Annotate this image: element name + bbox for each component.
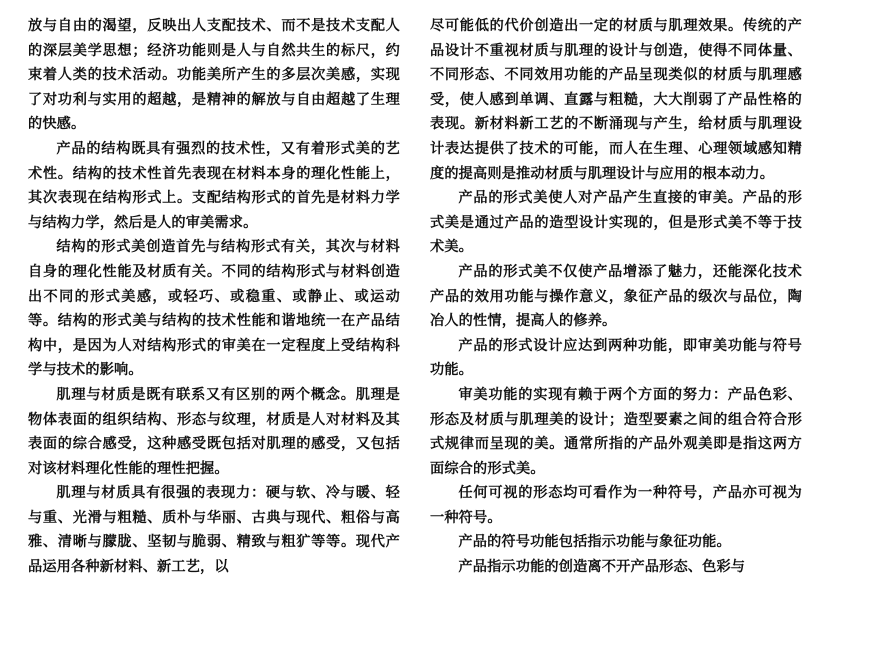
right-column [430,14,802,580]
paragraph: 产品的符号功能包括指示功能与象征功能。 [458,534,731,551]
paragraph: 产品的形式美不仅使产品增添了魅力，还能深化技术产品的效用功能与操作意义，象征产品的级次与品位，陶冶人的性情，提高人的修养。 [430,263,802,330]
paragraph: 结构的形式美创造首先与结构形式有关，其次与材料自身的理化性能及材质有关。不同的结构形式与材料创造出不同的形式美感，或轻巧、或稳重、或静止、或运动等。结构的形式美与结构的技术性能和谐地统一在产品结构中，是因为人对结构形式的审美在一定程度上受结构科学与技术的影响。 [28,239,400,379]
paragraph: 审美功能的实现有赖于两个方面的努力：产品色彩、形态及材质与肌理美的设计；造型要素之间的组合符合形式规律而呈现的美。通常所指的产品外观美即是指这两方面综合的形式美。 [430,386,802,477]
paragraph: 尽可能低的代价创造出一定的材质与肌理效果。传统的产品设计不重视材质与肌理的设计与创造，使得不同体量、不同形态、不同效用功能的产品呈现类似的材质与肌理感受，使人感到单调、直露与粗糙，大大削弱了产品性格的表现。新材料新工艺的不断涌现与产生，给材质与肌理设计表达提供了技术的可能，而人在生理、心理领域感知精度的提高则是推动材质与肌理设计与应用的根本动力。 [430,18,802,182]
paragraph: 产品的形式美使人对产品产生直接的审美。产品的形式美是通过产品的造型设计实现的，但是形式美不等于技术美。 [430,190,802,256]
paragraph: 产品指示功能的创造离不开产品形态、色彩与 [458,559,746,576]
paragraph: 肌理与材质是既有联系又有区别的两个概念。肌理是物体表面的组织结构、形态与纹理，材质是人对材料及其表面的综合感受，这种感受既包括对肌理的感受，又包括对该材料理化性能的理性把握。 [28,386,400,477]
paragraph: 任何可视的形态均可看作为一种符号，产品亦可视为一种符号。 [430,485,802,526]
left-column [28,14,400,580]
paragraph: 肌理与材质具有很强的表现力：硬与软、冷与暖、轻与重、光滑与粗糙、质朴与华丽、古典与现代、粗俗与高雅、清晰与朦胧、坚韧与脆弱、精致与粗犷等等。现代产品运用各种新材料、新工艺，以 [28,485,400,576]
paragraph: 产品的结构既具有强烈的技术性，又有着形式美的艺术性。结构的技术性首先表现在材料本身的理化性能上，其次表现在结构形式上。支配结构形式的首先是材料力学与结构力学，然后是人的审美需求。 [28,140,400,231]
paragraph: 产品的形式设计应达到两种功能，即审美功能与符号功能。 [430,337,802,379]
paragraph: 放与自由的渴望，反映出人支配技术、而不是技术支配人的深层美学思想；经济功能则是人与自然共生的标尺，约束着人类的技术活动。功能美所产生的多层次美感，实现了对功利与实用的超越，是精神的解放与自由超越了生理的快感。 [28,18,400,133]
